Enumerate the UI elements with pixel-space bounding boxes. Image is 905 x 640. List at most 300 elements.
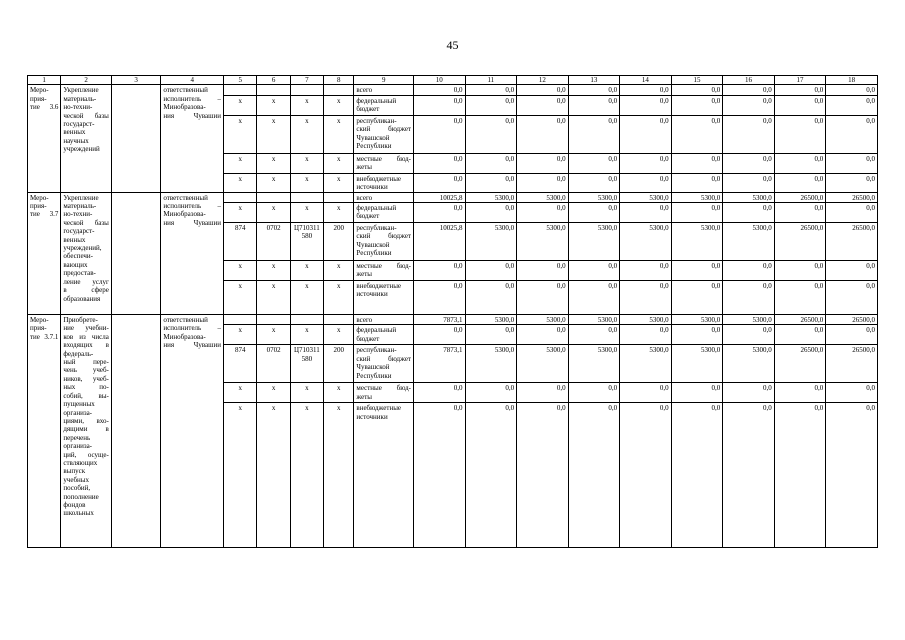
amount-cell: 0,0: [723, 115, 775, 153]
budget-code-cell: х: [257, 203, 290, 223]
funding-source-line: жеты: [356, 163, 373, 172]
amount-cell: 0,0: [671, 203, 723, 223]
funding-source-line: федеральный: [356, 96, 397, 105]
event-name-line: материаль-: [63, 94, 97, 103]
budget-code-cell: [224, 85, 257, 95]
amount-cell: 5300,0: [671, 315, 723, 325]
amount-cell: 0,0: [620, 281, 672, 315]
budget-code-cell: [324, 315, 354, 325]
budget-code-cell: х: [324, 95, 354, 115]
budget-code-cell: [224, 192, 257, 202]
header-row: [28, 76, 878, 85]
amount-cell: 0,0: [620, 85, 672, 95]
funding-source-line: местные бюд-: [356, 262, 412, 271]
event-name-line: научных: [63, 136, 89, 145]
funding-source-line: бюджет: [356, 105, 380, 114]
funding-source-line: местные бюд-: [356, 384, 412, 393]
funding-source-line: всего: [356, 86, 373, 95]
amount-cell: 0,0: [671, 383, 723, 403]
funding-source: [354, 281, 414, 315]
column-header: 18: [826, 76, 878, 85]
amount-cell: 0,0: [620, 403, 672, 548]
budget-code-cell: х: [224, 281, 257, 315]
budget-code-cell: Ц710311 580: [290, 345, 323, 383]
funding-source-line: Республики: [356, 249, 392, 258]
amount-cell: 10025,8: [414, 192, 466, 202]
budget-code-cell: 0702: [257, 223, 290, 261]
budget-code-cell: х: [257, 95, 290, 115]
funding-source-line: всего: [356, 193, 373, 202]
budget-code-cell: х: [224, 115, 257, 153]
event-name-line: ление услуг: [63, 277, 109, 286]
amount-cell: 0,0: [465, 153, 517, 173]
budget-code-cell: х: [324, 281, 354, 315]
amount-cell: 0,0: [568, 281, 620, 315]
funding-source-line: ский бюджет: [356, 354, 412, 363]
event-name-line: выпуск: [63, 467, 86, 476]
amount-cell: 5300,0: [517, 223, 569, 261]
funding-source: [354, 315, 414, 325]
funding-source-line: жеты: [356, 270, 373, 279]
amount-cell: 0,0: [774, 95, 826, 115]
amount-cell: 5300,0: [620, 223, 672, 261]
budget-code-cell: х: [224, 95, 257, 115]
amount-cell: 0,0: [414, 281, 466, 315]
amount-cell: 0,0: [620, 203, 672, 223]
budget-code-cell: х: [324, 403, 354, 548]
amount-cell: 5300,0: [723, 192, 775, 202]
event-name: [61, 315, 112, 548]
amount-cell: 0,0: [723, 153, 775, 173]
budget-code-cell: х: [257, 153, 290, 173]
funding-source: [354, 203, 414, 223]
funding-source-line: внебюджетные: [356, 404, 402, 413]
responsible-line: ответственный: [163, 86, 208, 95]
column-header: 15: [671, 76, 723, 85]
funding-source-line: Чувашской: [356, 363, 390, 372]
budget-code-cell: х: [290, 115, 323, 153]
responsible-line: исполнитель –: [163, 202, 222, 211]
event-label-line: прия-: [30, 324, 47, 333]
event-name-line: Укрепление: [63, 86, 99, 95]
amount-cell: 0,0: [723, 281, 775, 315]
event-name-line: ций, осуще-: [63, 450, 109, 459]
amount-cell: 0,0: [414, 261, 466, 281]
funding-source-line: ский бюджет: [356, 125, 412, 134]
amount-cell: 0,0: [826, 403, 878, 548]
budget-code-cell: [290, 315, 323, 325]
event-name-line: ков из числа: [63, 332, 109, 341]
amount-cell: 0,0: [568, 95, 620, 115]
event-name-line: ческой базы: [63, 218, 109, 227]
amount-cell: 5300,0: [517, 345, 569, 383]
event-name-line: вающих: [63, 260, 88, 269]
budget-code-cell: х: [324, 173, 354, 192]
budget-code-cell: х: [290, 203, 323, 223]
event-name: [61, 85, 112, 192]
amount-cell: 5300,0: [671, 345, 723, 383]
amount-cell: 5300,0: [465, 192, 517, 202]
event-label-line: тие 3.7.1: [30, 332, 59, 341]
responsible-line: ответственный: [163, 193, 208, 202]
amount-cell: 5300,0: [723, 345, 775, 383]
budget-code-cell: х: [257, 261, 290, 281]
amount-cell: 0,0: [517, 85, 569, 95]
responsible-line: ния Чувашии: [163, 218, 222, 227]
column-header: 10: [414, 76, 466, 85]
column-header: 6: [257, 76, 290, 85]
responsible-executor: [161, 192, 224, 314]
amount-cell: 26500,0: [774, 315, 826, 325]
amount-cell: 0,0: [465, 85, 517, 95]
budget-code-cell: х: [224, 325, 257, 345]
funding-source-line: внебюджетные: [356, 174, 402, 183]
amount-cell: 0,0: [568, 85, 620, 95]
event-name-line: ческой базы: [63, 111, 109, 120]
budget-code-cell: х: [290, 173, 323, 192]
amount-cell: 0,0: [620, 95, 672, 115]
budget-code-cell: 200: [324, 223, 354, 261]
event-label-line: прия-: [30, 202, 47, 211]
event-name-line: собий, вы-: [63, 391, 109, 400]
amount-cell: 0,0: [620, 153, 672, 173]
event-label: [28, 315, 61, 548]
funding-source-line: федеральный: [356, 326, 397, 335]
amount-cell: 5300,0: [723, 223, 775, 261]
event-name: [61, 192, 112, 314]
amount-cell: 0,0: [723, 173, 775, 192]
budget-code-cell: х: [257, 325, 290, 345]
amount-cell: 0,0: [517, 281, 569, 315]
budget-code-cell: [257, 315, 290, 325]
budget-code-cell: х: [324, 325, 354, 345]
budget-code-cell: х: [224, 173, 257, 192]
funding-source-line: Республики: [356, 371, 392, 380]
amount-cell: 0,0: [517, 383, 569, 403]
amount-cell: 5300,0: [671, 223, 723, 261]
column-header: 16: [723, 76, 775, 85]
funding-source-line: жеты: [356, 392, 373, 401]
amount-cell: 0,0: [465, 203, 517, 223]
column-header: 5: [224, 76, 257, 85]
responsible-line: исполнитель –: [163, 324, 222, 333]
budget-code-cell: х: [257, 115, 290, 153]
amount-cell: 0,0: [723, 85, 775, 95]
column-header: 4: [161, 76, 224, 85]
amount-cell: 0,0: [517, 153, 569, 173]
amount-cell: 0,0: [465, 95, 517, 115]
budget-code-cell: х: [324, 383, 354, 403]
amount-cell: 5300,0: [568, 192, 620, 202]
funding-source: [354, 223, 414, 261]
amount-cell: 0,0: [723, 403, 775, 548]
funding-source-line: республикан-: [356, 116, 397, 125]
amount-cell: 0,0: [774, 403, 826, 548]
amount-cell: 5300,0: [723, 315, 775, 325]
event-label-line: тие 3.6: [30, 103, 59, 112]
event-name-line: материаль-: [63, 202, 97, 211]
funding-source-line: Чувашской: [356, 133, 390, 142]
table-row: [28, 85, 878, 95]
amount-cell: 0,0: [620, 261, 672, 281]
amount-cell: 0,0: [723, 203, 775, 223]
event-name-line: образования: [63, 294, 101, 303]
amount-cell: 0,0: [414, 153, 466, 173]
event-name-line: учреждений: [63, 145, 100, 154]
funding-source: [354, 95, 414, 115]
amount-cell: 5300,0: [517, 315, 569, 325]
amount-cell: 26500,0: [774, 192, 826, 202]
amount-cell: 7873,1: [414, 345, 466, 383]
amount-cell: 0,0: [671, 115, 723, 153]
amount-cell: 0,0: [774, 153, 826, 173]
funding-source-line: ский бюджет: [356, 232, 412, 241]
amount-cell: 26500,0: [826, 315, 878, 325]
amount-cell: 0,0: [671, 85, 723, 95]
amount-cell: 5300,0: [465, 345, 517, 383]
funding-source-line: источники: [356, 290, 388, 299]
event-label-line: тие 3.7: [30, 210, 59, 219]
budget-code-cell: х: [224, 203, 257, 223]
column-3-cell: [111, 85, 161, 192]
amount-cell: 0,0: [671, 281, 723, 315]
event-name-line: Приобрете-: [63, 316, 98, 325]
funding-source-line: источники: [356, 412, 388, 421]
event-name-line: государст-: [63, 227, 95, 236]
budget-code-cell: х: [324, 115, 354, 153]
amount-cell: 0,0: [671, 325, 723, 345]
column-header: 13: [568, 76, 620, 85]
amount-cell: 0,0: [465, 383, 517, 403]
event-name-line: ние учебни-: [63, 324, 109, 333]
amount-cell: 0,0: [465, 325, 517, 345]
budget-code-cell: х: [257, 403, 290, 548]
budget-code-cell: [224, 315, 257, 325]
column-header: 1: [28, 76, 61, 85]
budget-code-cell: х: [290, 261, 323, 281]
budget-code-cell: х: [224, 383, 257, 403]
column-header: 7: [290, 76, 323, 85]
event-name-line: чень учеб-: [63, 366, 109, 375]
amount-cell: 0,0: [826, 85, 878, 95]
event-name-line: пополнение: [63, 492, 99, 501]
amount-cell: 0,0: [723, 261, 775, 281]
event-name-line: Укрепление: [63, 193, 99, 202]
amount-cell: 0,0: [568, 261, 620, 281]
funding-source-line: республикан-: [356, 224, 397, 233]
amount-cell: 5300,0: [620, 315, 672, 325]
amount-cell: 0,0: [568, 203, 620, 223]
event-label-line: Меро-: [30, 86, 49, 95]
amount-cell: 0,0: [414, 383, 466, 403]
amount-cell: 0,0: [723, 383, 775, 403]
amount-cell: 5300,0: [465, 315, 517, 325]
responsible-executor: [161, 315, 224, 548]
funding-source-line: федеральный: [356, 204, 397, 213]
funding-source-line: бюджет: [356, 334, 380, 343]
funding-source-line: внебюджетные: [356, 282, 402, 291]
amount-cell: 0,0: [826, 383, 878, 403]
event-label-line: Меро-: [30, 316, 49, 325]
event-name-line: но-техни-: [63, 210, 93, 219]
budget-code-cell: х: [290, 403, 323, 548]
amount-cell: 0,0: [414, 115, 466, 153]
amount-cell: 5300,0: [465, 223, 517, 261]
amount-cell: 5300,0: [568, 345, 620, 383]
amount-cell: 5300,0: [620, 192, 672, 202]
event-name-line: ников, учеб-: [63, 374, 109, 383]
budget-code-cell: [324, 85, 354, 95]
amount-cell: 0,0: [517, 325, 569, 345]
amount-cell: 0,0: [620, 115, 672, 153]
event-name-line: школьных: [63, 509, 94, 518]
event-name-line: государст-: [63, 120, 95, 129]
funding-source: [354, 383, 414, 403]
responsible-line: ния Чувашии: [163, 341, 222, 350]
budget-code-cell: [324, 192, 354, 202]
amount-cell: 0,0: [671, 261, 723, 281]
amount-cell: 0,0: [774, 85, 826, 95]
budget-code-cell: [257, 192, 290, 202]
funding-source: [354, 325, 414, 345]
funding-source-line: бюджет: [356, 212, 380, 221]
amount-cell: 0,0: [826, 325, 878, 345]
responsible-executor: [161, 85, 224, 192]
column-header: 12: [517, 76, 569, 85]
budget-code-cell: х: [324, 261, 354, 281]
responsible-line: Минобразова-: [163, 103, 206, 112]
responsible-line: исполнитель –: [163, 94, 222, 103]
table-row: [28, 192, 878, 202]
budget-code-cell: х: [324, 203, 354, 223]
amount-cell: 0,0: [774, 203, 826, 223]
amount-cell: 0,0: [671, 403, 723, 548]
event-name-line: фондов: [63, 500, 86, 509]
amount-cell: 10025,8: [414, 223, 466, 261]
amount-cell: 0,0: [414, 85, 466, 95]
event-name-line: в сфере: [63, 286, 109, 295]
event-name-line: организа-: [63, 408, 93, 417]
column-3-cell: [111, 315, 161, 548]
event-name-line: обеспечи-: [63, 252, 93, 261]
amount-cell: 0,0: [620, 173, 672, 192]
budget-code-cell: х: [290, 153, 323, 173]
event-name-line: циями, вхо-: [63, 416, 109, 425]
budget-code-cell: х: [224, 403, 257, 548]
amount-cell: 0,0: [465, 115, 517, 153]
amount-cell: 0,0: [826, 115, 878, 153]
page-number: 45: [446, 38, 459, 52]
event-name-line: пущенных: [63, 400, 95, 409]
amount-cell: 0,0: [517, 261, 569, 281]
funding-source: [354, 153, 414, 173]
event-name-line: учреждений,: [63, 244, 102, 253]
amount-cell: 26500,0: [826, 223, 878, 261]
event-name-line: входящих в: [63, 341, 109, 350]
amount-cell: 0,0: [517, 95, 569, 115]
amount-cell: 0,0: [826, 153, 878, 173]
budget-table: [27, 75, 878, 548]
budget-code-cell: х: [290, 95, 323, 115]
amount-cell: 0,0: [774, 173, 826, 192]
event-name-line: ных по-: [63, 383, 109, 392]
table-row: [28, 315, 878, 325]
column-header: 3: [111, 76, 161, 85]
amount-cell: 0,0: [774, 383, 826, 403]
amount-cell: 0,0: [517, 173, 569, 192]
event-name-line: учебных: [63, 475, 89, 484]
amount-cell: 0,0: [568, 403, 620, 548]
amount-cell: 0,0: [826, 95, 878, 115]
amount-cell: 0,0: [465, 403, 517, 548]
amount-cell: 0,0: [517, 203, 569, 223]
event-name-line: венных: [63, 235, 86, 244]
amount-cell: 5300,0: [568, 315, 620, 325]
amount-cell: 0,0: [671, 95, 723, 115]
amount-cell: 0,0: [465, 281, 517, 315]
budget-code-cell: х: [290, 383, 323, 403]
amount-cell: 0,0: [414, 203, 466, 223]
funding-source: [354, 192, 414, 202]
budget-code-cell: Ц710311 580: [290, 223, 323, 261]
amount-cell: 0,0: [414, 95, 466, 115]
amount-cell: 0,0: [826, 261, 878, 281]
budget-code-cell: [290, 192, 323, 202]
amount-cell: 0,0: [774, 261, 826, 281]
event-name-line: перечень: [63, 433, 91, 442]
column-header: 11: [465, 76, 517, 85]
amount-cell: 26500,0: [774, 345, 826, 383]
amount-cell: 0,0: [620, 383, 672, 403]
budget-code-cell: х: [257, 281, 290, 315]
funding-source-line: Республики: [356, 142, 392, 151]
column-header: 9: [354, 76, 414, 85]
responsible-line: Минобразова-: [163, 332, 206, 341]
event-name-line: венных: [63, 128, 86, 137]
amount-cell: 5300,0: [517, 192, 569, 202]
column-header: 8: [324, 76, 354, 85]
budget-code-cell: х: [290, 281, 323, 315]
budget-code-cell: х: [224, 153, 257, 173]
budget-code-cell: [257, 85, 290, 95]
amount-cell: 5300,0: [671, 192, 723, 202]
amount-cell: 0,0: [414, 403, 466, 548]
funding-source-line: местные бюд-: [356, 154, 412, 163]
amount-cell: 0,0: [620, 325, 672, 345]
event-label: [28, 85, 61, 192]
amount-cell: 26500,0: [774, 223, 826, 261]
budget-code-cell: 874: [224, 345, 257, 383]
amount-cell: 0,0: [414, 325, 466, 345]
budget-code-cell: 874: [224, 223, 257, 261]
funding-source-line: источники: [356, 183, 388, 192]
budget-code-cell: 200: [324, 345, 354, 383]
funding-source: [354, 345, 414, 383]
event-label-line: Меро-: [30, 193, 49, 202]
amount-cell: 26500,0: [826, 345, 878, 383]
amount-cell: 5300,0: [620, 345, 672, 383]
event-name-line: но-техни-: [63, 103, 93, 112]
amount-cell: 0,0: [517, 115, 569, 153]
amount-cell: 26500,0: [826, 192, 878, 202]
budget-code-cell: х: [324, 153, 354, 173]
event-name-line: дящими в: [63, 425, 109, 434]
budget-code-cell: х: [224, 261, 257, 281]
funding-source: [354, 261, 414, 281]
column-header: 17: [774, 76, 826, 85]
column-header: 14: [620, 76, 672, 85]
funding-source: [354, 115, 414, 153]
